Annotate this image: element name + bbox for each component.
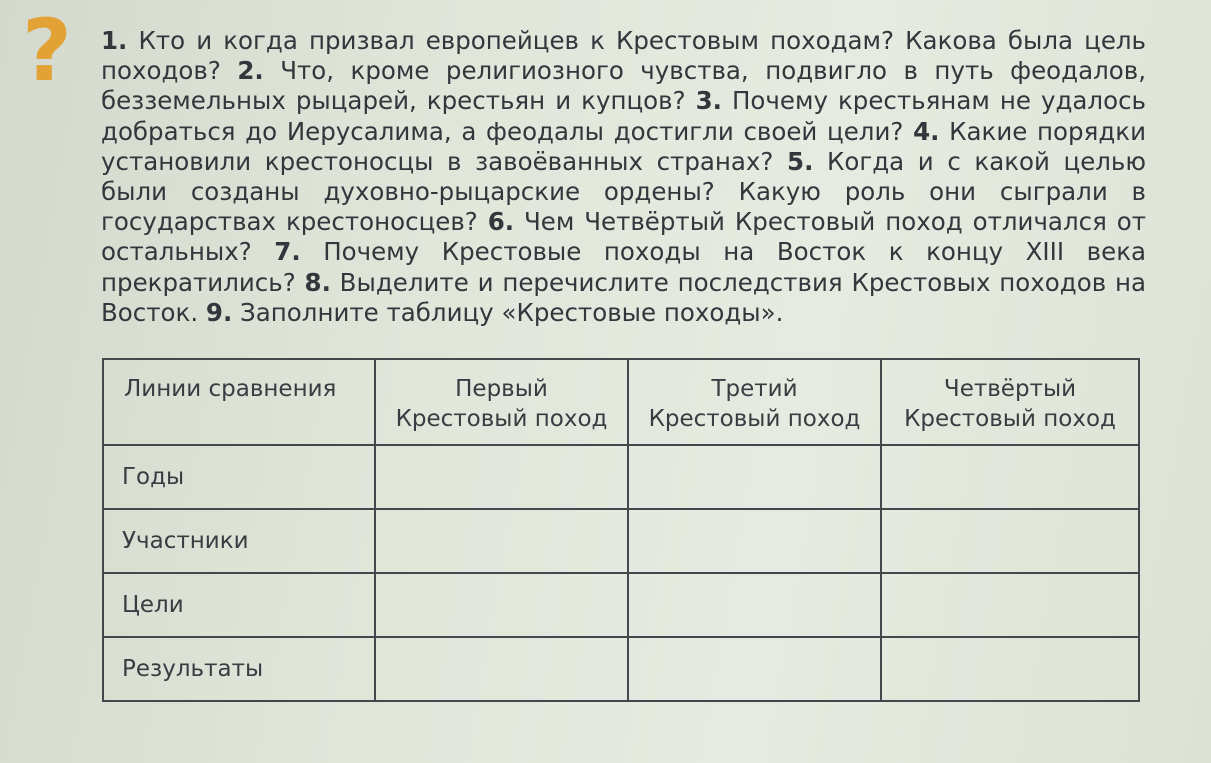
question-number: 6. [487,207,515,237]
table-cell-empty [628,637,881,701]
questions-paragraph [101,26,1146,328]
question-number: 3. [695,86,722,116]
table-cell-empty [375,445,628,509]
question-text: Какие порядки установили крестоносцы в завоёванных странах? [101,116,1146,176]
row-label-results: Результаты [103,637,375,701]
table-cell-empty [375,637,628,701]
table-cell-empty [375,573,628,637]
table-cell-empty [881,637,1139,701]
question-text: Что, кроме религиозного чувства, подвигло в путь феодалов, безземельных рыцарей, крестьян и купцов? [101,56,1146,116]
question-text: Выделите и перечислите последствия Крестовых походов на Восток. [101,267,1147,327]
header-comparison-lines: Линии сравнения [103,359,375,445]
question-number: 2. [237,56,264,86]
question-text: Заполните таблицу «Крестовые походы». [232,297,784,327]
question-text: Чем Четвёртый Крестовый поход отличался от остальных? [101,207,1146,267]
question-number: 9. [205,297,233,327]
header-first-line1: Первый [455,376,548,402]
question-number: 4. [913,116,940,146]
table-row [103,637,1139,701]
table-row [103,573,1139,637]
question-number: 8. [304,267,331,297]
question-text: Кто и когда призвал европейцев к Крестовым походам? Какова была цель походов? [101,26,1146,86]
question-text: Когда и с какой целью были созданы духовно-рыцарские ордены? Какую роль они сыграли в государствах крестоносцев? [101,146,1146,237]
table-cell-empty [628,445,881,509]
table-cell-empty [375,509,628,573]
table-cell-empty [628,509,881,573]
row-label-goals: Цели [103,573,375,637]
table-cell-empty [881,445,1139,509]
question-number: 7. [274,237,301,267]
header-third-crusade [628,359,881,445]
header-fourth-line1: Четвёртый [943,376,1077,402]
row-label-participants: Участники [103,509,375,573]
table-row [103,509,1139,573]
table-header-row [103,359,1139,445]
table-cell-empty [628,573,881,637]
row-label-years: Годы [103,445,375,509]
header-first-line2: Крестовый поход [395,406,608,432]
table-cell-empty [881,509,1139,573]
question-number: 5. [787,146,814,176]
table-row [103,445,1139,509]
header-third-line1: Третий [711,376,798,402]
crusades-comparison-table [102,358,1140,702]
question-9 [206,298,784,327]
question-number: 1. [101,26,128,55]
question-mark-icon: ? [22,1,72,101]
header-first-crusade [375,359,628,445]
header-fourth-crusade [881,359,1139,445]
question-text: Почему Крестовые походы на Восток к концу XIII века прекратились? [101,237,1147,297]
header-fourth-line2: Крестовый поход [904,406,1116,432]
question-text: Почему крестьянам не удалось добраться до Иерусалима, а феодалы достигли своей цели? [101,86,1146,146]
header-third-line2: Крестовый поход [648,406,861,432]
table-cell-empty [881,573,1139,637]
